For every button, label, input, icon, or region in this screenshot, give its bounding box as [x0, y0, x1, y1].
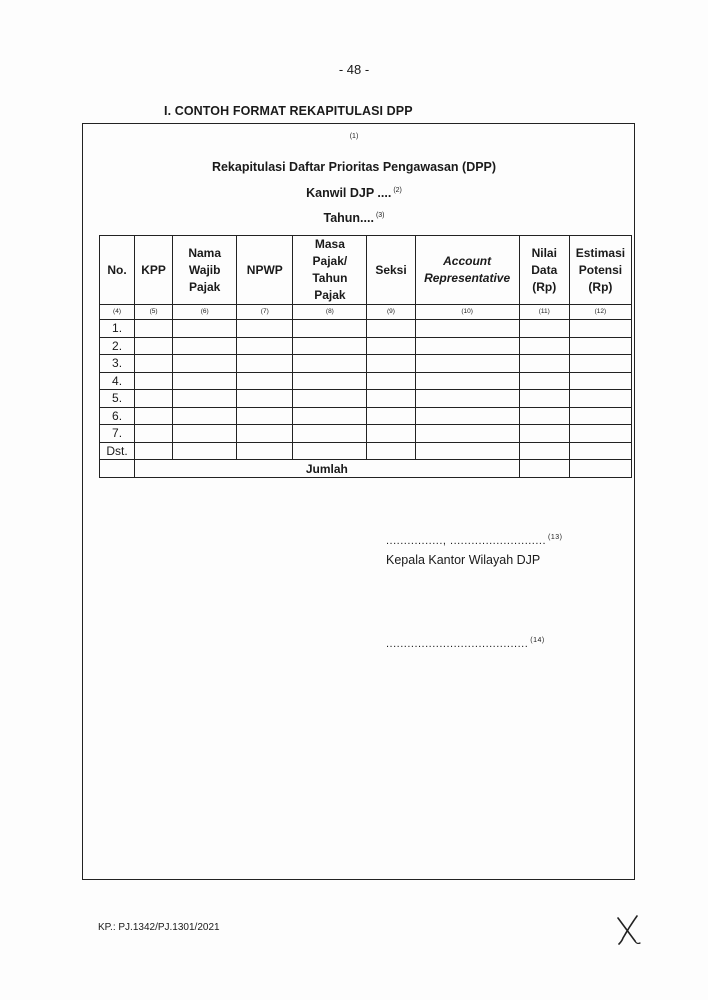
table-cell [135, 425, 173, 443]
col-header-no: No. [100, 236, 135, 305]
table-cell [135, 390, 173, 408]
table-cell [367, 407, 415, 425]
row-number: 6. [100, 407, 135, 425]
form-note-1: (1) [349, 133, 359, 140]
table-cell [237, 407, 293, 425]
column-number: (10) [415, 305, 519, 320]
table-cell [367, 390, 415, 408]
table-cell [519, 407, 569, 425]
table-cell [367, 355, 415, 373]
table-cell [415, 407, 519, 425]
signer-title: Kepala Kantor Wilayah DJP [386, 553, 541, 567]
table-cell [237, 337, 293, 355]
table-cell [367, 372, 415, 390]
table-cell [569, 442, 631, 460]
document-reference: KP.: PJ.1342/PJ.1301/2021 [98, 922, 220, 933]
column-number: (7) [237, 305, 293, 320]
table-cell [415, 355, 519, 373]
table-cell [293, 372, 367, 390]
table-cell [415, 372, 519, 390]
table-header-row [100, 236, 632, 305]
table-cell [293, 355, 367, 373]
table-cell [237, 390, 293, 408]
col-header-npwp: NPWP [237, 236, 293, 305]
table-cell [569, 425, 631, 443]
table-cell [519, 442, 569, 460]
table-cell [293, 390, 367, 408]
col-header-seksi: Seksi [367, 236, 415, 305]
table-row [100, 425, 632, 443]
total-row-blank [100, 460, 135, 478]
table-cell [173, 390, 237, 408]
total-cell [519, 460, 569, 478]
table-body [100, 320, 632, 460]
signer-name-note: (14) [530, 637, 545, 644]
table-cell [135, 442, 173, 460]
table-cell [293, 337, 367, 355]
column-number: (11) [519, 305, 569, 320]
table-cell [415, 337, 519, 355]
kanwil-note: (2) [393, 187, 402, 194]
total-cell [569, 460, 631, 478]
total-label: Jumlah [135, 460, 520, 478]
table-cell [415, 425, 519, 443]
col-header-kpp: KPP [135, 236, 173, 305]
table-cell [569, 372, 631, 390]
kanwil-label: Kanwil DJP .... [306, 186, 392, 200]
table-cell [237, 442, 293, 460]
table-cell [135, 407, 173, 425]
table-cell [519, 372, 569, 390]
place-date-line [386, 534, 562, 547]
column-number: (6) [173, 305, 237, 320]
paraf-signature-mark [614, 912, 642, 951]
table-cell [569, 355, 631, 373]
dpp-table [99, 235, 632, 478]
col-header-masa-pajak: Masa Pajak/ Tahun Pajak [293, 236, 367, 305]
row-number: Dst. [100, 442, 135, 460]
section-heading: I. CONTOH FORMAT REKAPITULASI DPP [164, 104, 413, 118]
column-number: (5) [135, 305, 173, 320]
column-number: (9) [367, 305, 415, 320]
table-cell [569, 320, 631, 338]
table-row [100, 442, 632, 460]
table-cell [367, 425, 415, 443]
table-cell [519, 337, 569, 355]
table-cell [173, 407, 237, 425]
table-cell [293, 442, 367, 460]
table-cell [293, 407, 367, 425]
table-cell [367, 337, 415, 355]
table-cell [569, 390, 631, 408]
table-cell [367, 442, 415, 460]
col-header-estimasi-potensi: Estimasi Potensi (Rp) [569, 236, 631, 305]
table-row [100, 407, 632, 425]
table-cell [173, 442, 237, 460]
table-cell [415, 442, 519, 460]
table-row [100, 355, 632, 373]
table-cell [135, 337, 173, 355]
form-title: Rekapitulasi Daftar Prioritas Pengawasan (DPP) [211, 160, 497, 174]
signer-name-line [386, 637, 545, 650]
row-number: 7. [100, 425, 135, 443]
signer-name-dots: ........................................ [386, 638, 529, 650]
table-cell [415, 390, 519, 408]
col-header-nama-wajib-pajak: Nama Wajib Pajak [173, 236, 237, 305]
row-number: 4. [100, 372, 135, 390]
table-cell [173, 425, 237, 443]
page-number: - 48 - [338, 62, 370, 77]
table-cell [173, 320, 237, 338]
table-cell [173, 355, 237, 373]
column-number: (12) [569, 305, 631, 320]
table-cell [237, 425, 293, 443]
table-cell [173, 337, 237, 355]
table-cell [367, 320, 415, 338]
kanwil-line [0, 186, 708, 200]
table-cell [237, 372, 293, 390]
column-number-row [100, 305, 632, 320]
row-number: 5. [100, 390, 135, 408]
table-cell [519, 390, 569, 408]
row-number: 2. [100, 337, 135, 355]
row-number: 1. [100, 320, 135, 338]
table-cell [135, 320, 173, 338]
table-cell [293, 425, 367, 443]
table-cell [519, 320, 569, 338]
table-cell [135, 355, 173, 373]
total-row [100, 460, 632, 478]
table-row [100, 372, 632, 390]
column-number: (4) [100, 305, 135, 320]
table-cell [173, 372, 237, 390]
table-cell [519, 425, 569, 443]
table-cell [237, 320, 293, 338]
col-header-nilai-data: Nilai Data (Rp) [519, 236, 569, 305]
column-number: (8) [293, 305, 367, 320]
row-number: 3. [100, 355, 135, 373]
table-cell [569, 407, 631, 425]
tahun-label: Tahun.... [323, 211, 374, 225]
tahun-note: (3) [375, 212, 385, 219]
table-row [100, 337, 632, 355]
table-cell [519, 355, 569, 373]
place-date-dots: ................, ........................... [386, 535, 547, 547]
table-row [100, 320, 632, 338]
tahun-line [0, 211, 708, 225]
table-cell [237, 355, 293, 373]
table-cell [569, 337, 631, 355]
col-header-account-representative: Account Representative [415, 236, 519, 305]
table-cell [135, 372, 173, 390]
table-row [100, 390, 632, 408]
place-date-note: (13) [548, 534, 563, 541]
table-cell [415, 320, 519, 338]
table-cell [293, 320, 367, 338]
